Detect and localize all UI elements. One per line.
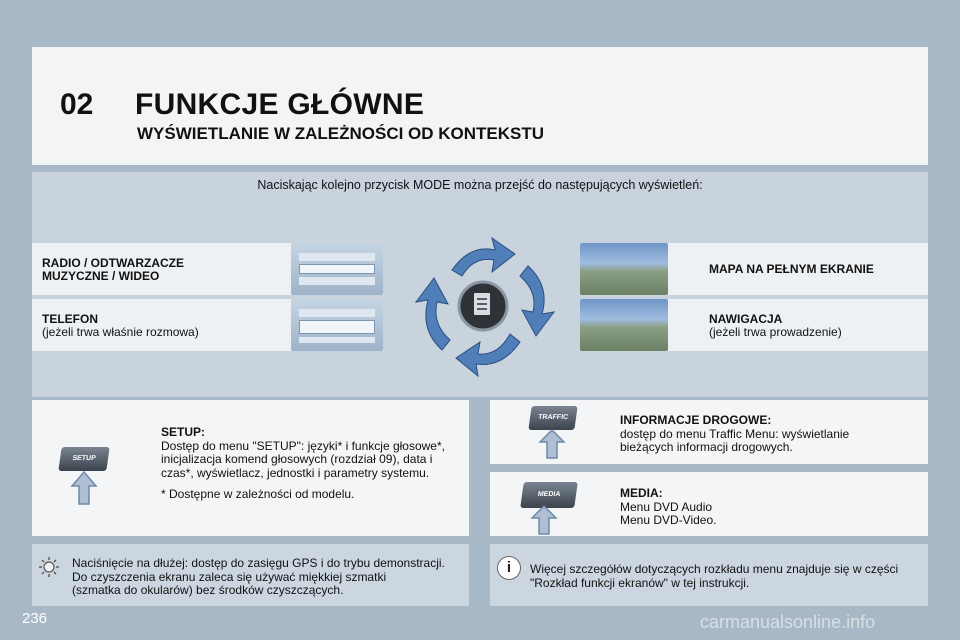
page-number: 236 [22,610,48,627]
media-title: MEDIA: [620,486,663,500]
traffic-line1: dostęp do menu Traffic Menu: wyświetlanie [620,426,850,441]
setup-line3: czas*, wyświetlacz, jednostki i parametry systemu. [161,465,430,480]
info-text [530,563,925,590]
arrow-bottom-icon [456,334,520,376]
arrow-right-icon [520,266,554,336]
radio-screen-thumbnail [291,243,383,295]
nav-title: NAWIGACJA [709,312,783,326]
page-subtitle: WYŚWIETLANIE W ZALEŻNOŚCI OD KONTEKSTU [137,124,545,143]
media-text [620,487,920,528]
chapter-number: 02 [60,88,94,121]
traffic-up-arrow-icon [538,428,566,460]
map-label [709,263,874,276]
traffic-text [620,414,920,455]
phone-label [42,313,199,339]
radio-title-line2: MUZYCZNE / WIDEO [42,269,160,283]
nav-note: (jeżeli trwa prowadzenie) [709,325,842,339]
setup-text [161,426,461,502]
tip-line2: Do czyszczenia ekranu zaleca się używać miękkiej szmatki [72,569,387,584]
watermark: carmanualsonline.info [700,612,876,632]
setup-line2: inicjalizacja komend głosowych (rozdział 09), data i [161,452,433,466]
setup-title: SETUP: [161,425,206,439]
info-icon: i [497,556,521,580]
mode-cycle-diagram [400,230,570,390]
intro-text: Naciskając kolejno przycisk MODE można przejść do następujących wyświetleń: [257,178,703,192]
setup-up-arrow-icon [70,470,98,506]
tip-line3: (szmatka do okularów) bez środków czyszczących. [72,583,344,597]
traffic-key-icon: TRAFFIC [528,406,577,430]
map-title: MAPA NA PEŁNYM EKRANIE [709,262,874,276]
nav-label [709,313,842,339]
phone-title: TELEFON [42,312,98,326]
traffic-line2: bieżących informacji drogowych. [620,440,793,454]
media-line2: Menu DVD-Video. [620,513,717,527]
media-key-icon: MEDIA [520,482,578,508]
info-line2: "Rozkład funkcji ekranów" w tej instrukcji. [530,575,750,590]
tip-line1: Naciśnięcie na dłużej: dostęp do zasięgu GPS i do trybu demonstracji. [72,556,445,570]
media-up-arrow-icon [530,504,558,536]
info-line1: Więcej szczegółów dotyczących rozkładu menu znajduje się w części [530,562,899,576]
nav-screen-thumbnail [580,299,668,351]
setup-note: * Dostępne w zależności od modelu. [161,487,355,501]
setup-key-icon: SETUP [58,447,109,471]
arrow-top-icon [452,238,515,276]
phone-screen-thumbnail [291,299,383,351]
sun-tip-icon [38,556,60,578]
phone-note: (jeżeli trwa właśnie rozmowa) [42,325,199,339]
radio-label [42,257,184,283]
map-screen-thumbnail [580,243,668,295]
media-line1: Menu DVD Audio [620,499,713,514]
arrow-left-icon [416,278,450,350]
page-title: FUNKCJE GŁÓWNE [135,88,425,121]
traffic-title: INFORMACJE DROGOWE: [620,413,772,427]
radio-title-line1: RADIO / ODTWARZACZE [42,256,184,270]
tip-text [72,557,467,598]
setup-line1: Dostęp do menu "SETUP": języki* i funkcje głosowe*, [161,438,445,453]
